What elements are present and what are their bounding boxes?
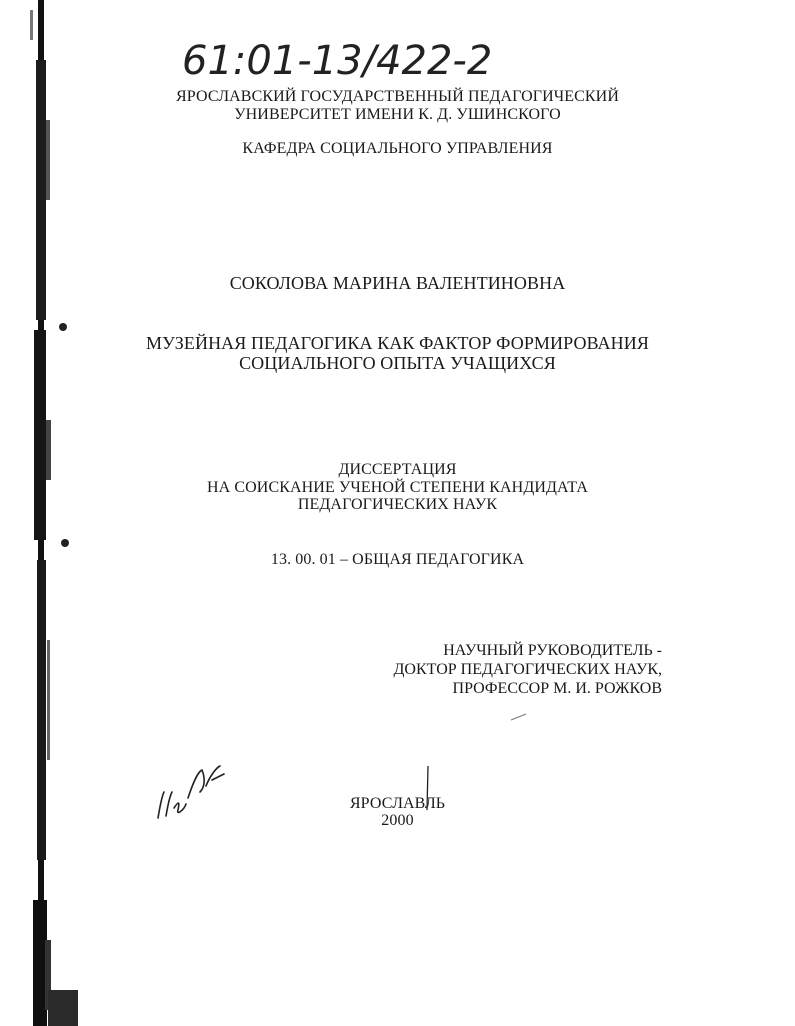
dissertation-title-line-1: МУЗЕЙНАЯ ПЕДАГОГИКА КАК ФАКТОР ФОРМИРОВАНИЯ bbox=[146, 333, 649, 353]
handwritten-archive-code bbox=[178, 30, 538, 90]
author-name: СОКОЛОВА МАРИНА ВАЛЕНТИНОВНА bbox=[229, 273, 566, 293]
supervisor-line-2: ДОКТОР ПЕДАГОГИЧЕСКИХ НАУК, bbox=[393, 661, 662, 678]
city: ЯРОСЛАВЛЬ bbox=[349, 795, 446, 812]
university-line-2: УНИВЕРСИТЕТ ИМЕНИ К. Д. УШИНСКОГО bbox=[234, 106, 561, 123]
degree-line-3: ПЕДАГОГИЧЕСКИХ НАУК bbox=[297, 496, 498, 513]
department-name: КАФЕДРА СОЦИАЛЬНОГО УПРАВЛЕНИЯ bbox=[242, 140, 553, 157]
university-line-1: ЯРОСЛАВСКИЙ ГОСУДАРСТВЕННЫЙ ПЕДАГОГИЧЕСКИЙ bbox=[176, 88, 619, 105]
supervisor-line-3: ПРОФЕССОР М. И. РОЖКОВ bbox=[452, 680, 662, 697]
degree-line-1: ДИССЕРТАЦИЯ bbox=[338, 461, 457, 478]
degree-line-2: НА СОИСКАНИЕ УЧЕНОЙ СТЕПЕНИ КАНДИДАТА bbox=[206, 479, 589, 496]
pen-mark bbox=[510, 712, 528, 722]
archive-code-text: 61:01-13/422-2 bbox=[182, 38, 493, 84]
supervisor-line-1: НАУЧНЫЙ РУКОВОДИТЕЛЬ - bbox=[443, 642, 662, 659]
year: 2000 bbox=[381, 812, 414, 829]
dissertation-title-line-2: СОЦИАЛЬНОГО ОПЫТА УЧАЩИХСЯ bbox=[239, 353, 556, 373]
specialty-code: 13. 00. 01 – ОБЩАЯ ПЕДАГОГИКА bbox=[270, 551, 525, 568]
